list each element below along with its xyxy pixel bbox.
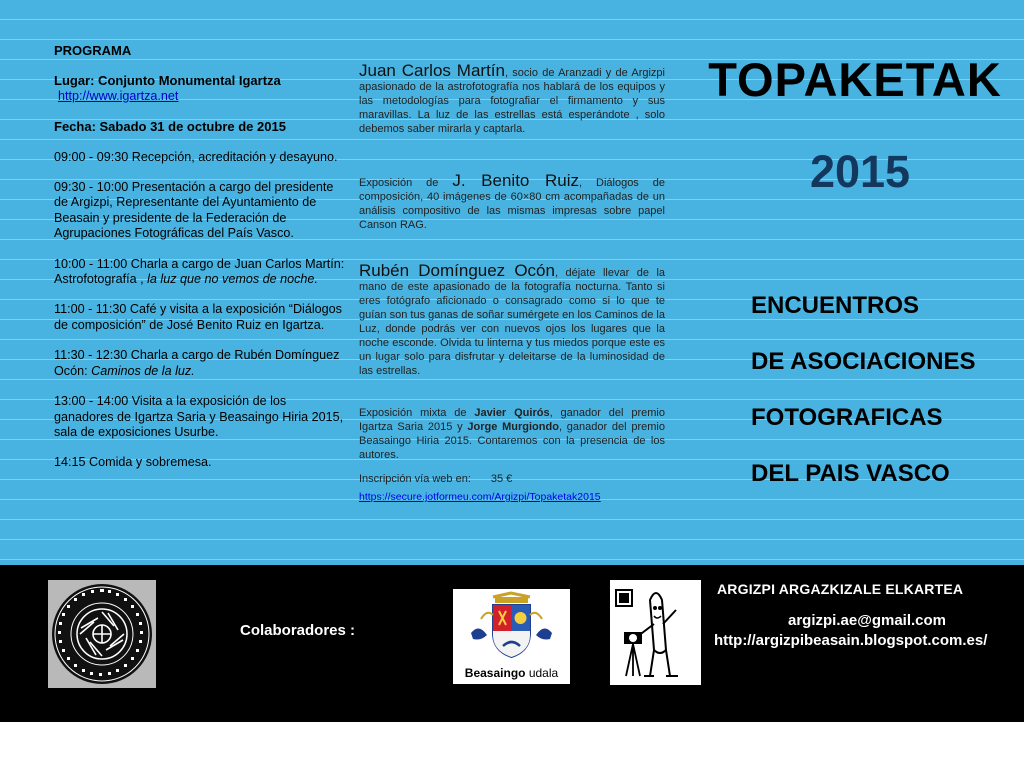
- subtitle-line-1: ENCUENTROS: [751, 292, 920, 319]
- program-item-text: 09:30 - 10:00 Presentación a cargo del presidente de Argizpi, Representante del Ayuntamiento de Beasain y presidente de la Federación de Agrupaciones Fotográficas del País Vasco.: [54, 180, 334, 241]
- registration-price: 35 €: [490, 473, 513, 485]
- benito-name: J. Benito Ruiz: [452, 171, 579, 190]
- subtitle-line-4: DEL PAIS VASCO: [751, 460, 950, 487]
- program-item: [54, 302, 346, 333]
- jorge-name: Jorge Murgiondo: [467, 421, 559, 433]
- program-item: [54, 257, 346, 288]
- ruben-text: , déjate llevar de la mano de este apasionado de la fotografía nocturna. Tanto si eres fotógrafo aficionado o consagrado como si lo que te guían son tus ganas de soñar sumérgete en los Caminos de la Luz, donde podrás ver con nuevos ojos los lugares que la noche esconde. Olvida tu linterna y tus miedos porque este es un lugar solo para disfrutar y deleitarse de la luminosidad de las estrellas.: [359, 267, 666, 377]
- subtitle-line-2: DE ASOCIACIONES: [751, 348, 976, 375]
- beasain-text-bold: Beasaingo: [464, 666, 526, 680]
- juan-carlos-name: Juan Carlos Martín: [359, 61, 505, 80]
- organization-website[interactable]: http://argizpibeasain.blogspot.com.es/: [714, 632, 988, 649]
- program-item: [54, 394, 346, 440]
- program-items: [54, 135, 346, 471]
- program-item-text: 11:00 - 11:30 Café y visita a la exposición “Diálogos de composición” de José Benito Ruiz en Igartza.: [54, 302, 342, 332]
- program-item: [54, 348, 346, 379]
- program-heading: PROGRAMA: [54, 43, 132, 58]
- program-date: Fecha: Sabado 31 de octubre de 2015: [54, 119, 286, 135]
- program-location: Lugar: Conjunto Monumental Igartza: [54, 73, 281, 89]
- javier-name: Javier Quirós: [474, 407, 550, 419]
- igartza-link[interactable]: http://www.igartza.net: [58, 88, 179, 103]
- program-item: [54, 180, 346, 242]
- argizpi-photographer-icon: [610, 580, 701, 685]
- beasain-coat-of-arms-icon: [453, 591, 570, 661]
- program-item-italic: Caminos de la luz.: [91, 363, 195, 378]
- ruben-paragraph: [359, 262, 665, 378]
- program-item-text: 13:00 - 14:00 Visita a la exposición de los ganadores de Igartza Saria y Beasaingo Hiria 2015, sala de exposiciones Usurbe.: [54, 394, 344, 439]
- benito-paragraph: [359, 172, 665, 232]
- program-item-text: 09:00 - 09:30 Recepción, acreditación y desayuno.: [54, 149, 338, 164]
- program-item-text: 10:00 - 11:00 Charla a cargo de Juan Carlos Martín: Astrofotografía ,: [54, 256, 345, 287]
- program-item-text: 14:15 Comida y sobremesa.: [54, 455, 212, 470]
- registration-line: [359, 472, 665, 486]
- organization-email[interactable]: argizpi.ae@gmail.com: [788, 612, 947, 629]
- mixed-exhibition-paragraph: [359, 406, 665, 462]
- beasain-text: [453, 666, 570, 680]
- beasain-text-light: udala: [525, 666, 559, 680]
- benito-prefix: Exposición de: [359, 177, 453, 189]
- description-column: [359, 62, 665, 504]
- benito-text: , Diálogos de composición, 40 imágenes de 60×80 cm acompañadas de un análisis compositivo de las mismas impresas sobre papel Canson RAG.: [359, 177, 665, 231]
- argizpi-logo: [610, 580, 701, 685]
- program-item-text: 11:30 - 12:30 Charla a cargo de Rubén Domínguez Ocón:: [54, 348, 340, 378]
- program-item-italic: la luz que no vemos de noche.: [147, 272, 318, 287]
- organization-name: ARGIZPI ARGAZKIZALE ELKARTEA: [717, 581, 964, 597]
- juan-carlos-text: , socio de Aranzadi y de Argizpi apasionado de la astrofotografía nos hablará de los equipos y las metodologías para fotografiar el firmamento y sus maravillas. La luz de las estrellas está esperándote , solo debemos saber mirarla y captarla.: [359, 67, 665, 135]
- federation-seal-icon: [48, 580, 156, 688]
- mixed-text-b: , ganador del premio Igartza Saria 2015 y: [359, 407, 665, 433]
- event-title: TOPAKETAK: [708, 53, 1002, 106]
- registration-label: Inscripción vía web en:: [359, 473, 471, 485]
- registration-link[interactable]: https://secure.jotformeu.com/Argizpi/Topaketak2015: [359, 491, 601, 503]
- program-column: [54, 43, 346, 471]
- mixed-text-a: Exposición mixta de: [359, 407, 475, 419]
- collaborators-label: Colaboradores :: [240, 622, 356, 639]
- ruben-name: Rubén Domínguez Ocón: [359, 261, 555, 280]
- event-year: 2015: [809, 146, 911, 197]
- mixed-text-c: , ganador del premio Beasaingo Hiria 2015. Contaremos con la presencia de los autores.: [359, 421, 665, 461]
- program-item: [54, 455, 346, 470]
- subtitle-line-3: FOTOGRAFICAS: [751, 404, 943, 431]
- program-item: [54, 150, 346, 165]
- juan-carlos-paragraph: [359, 62, 665, 136]
- beasain-logo: [453, 589, 570, 684]
